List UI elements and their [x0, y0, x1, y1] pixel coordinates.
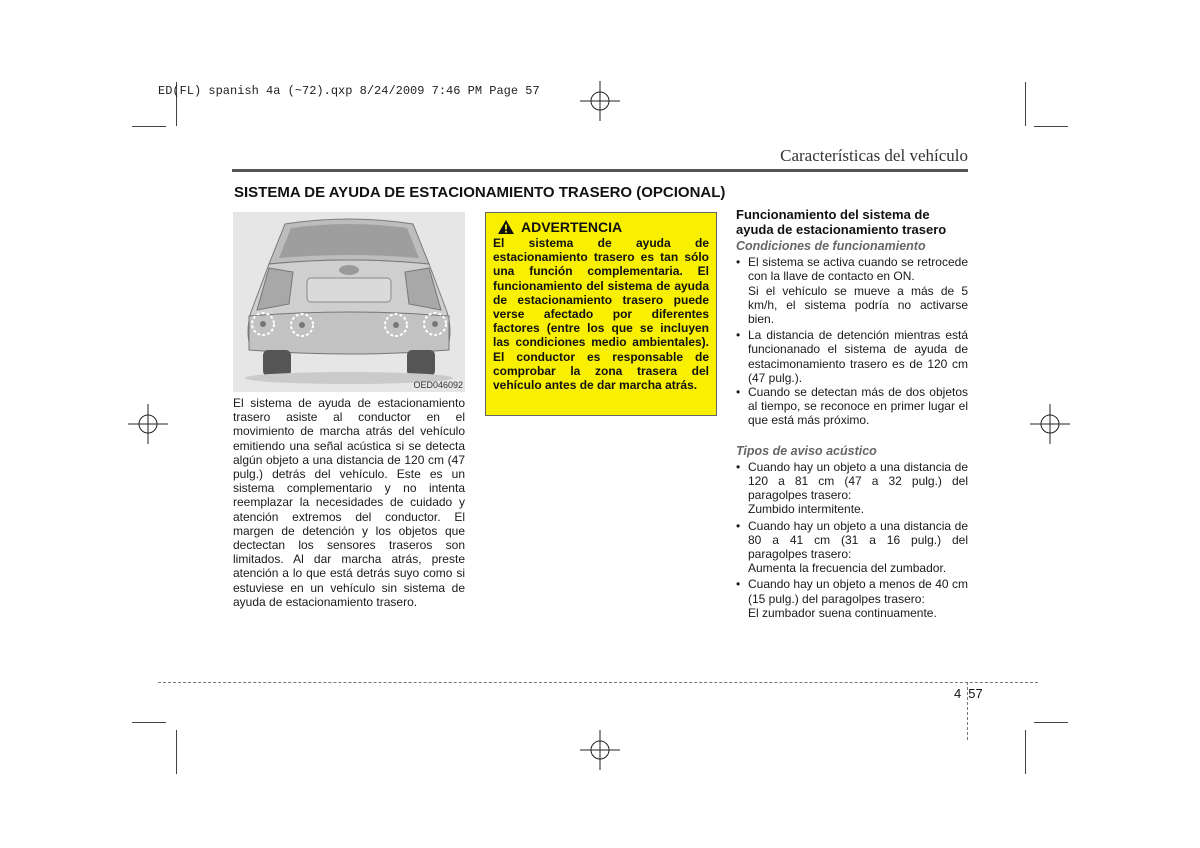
warning-types-list [736, 460, 968, 503]
list-item: • El sistema se activa cuando se retrocede con la llave de contacto en ON. [736, 255, 968, 283]
car-rear-illustration [233, 212, 465, 392]
intro-paragraph: El sistema de ayuda de estacionamiento trasero asiste al conductor en el movimiento de marcha atrás del vehículo emitiendo una señal acústica si se detecta algún objeto a una distancia de 120 cm (47 pulg.) detrás del vehículo. Este es un sistema complementario y no intenta reemplazar la necesidades de cuidado y atención extremos del conductor. El margen de detención y los objetos que dectectan los sensores traseros son limitados. Al dar marcha atrás, preste atención a lo que está detrás suyo como si estuviese en un vehículo sin sistema de ayuda de estacionamiento trasero. [233, 396, 465, 609]
crop-mark [132, 126, 166, 127]
section-title: SISTEMA DE AYUDA DE ESTACIONAMIENTO TRASERO (OPCIONAL) [234, 184, 726, 201]
list-item: • Cuando se detectan más de dos objetos al tiempo, se reconoce en primer lugar el que está más próximo. [736, 385, 968, 428]
print-slug: ED(FL) spanish 4a (~72).qxp 8/24/2009 7:46 PM Page 57 [158, 84, 540, 98]
page-number [954, 686, 983, 701]
operation-column [736, 207, 968, 620]
list-item-continuation: El zumbador suena continuamente. [748, 605, 937, 620]
registration-mark-icon [128, 404, 168, 444]
warning-types-list [736, 577, 968, 605]
warning-types-list [736, 519, 968, 562]
list-item: • La distancia de detención mientras está funcionanado el sistema de ayuda de estacimonamiento trasero es de 120 cm (47 pulg.). [736, 328, 968, 385]
warning-text: El sistema de ayuda de estacionamiento trasero es tan sólo una función complementaria. El funcionamiento del sistema de ayuda de estacionamiento trasero puede verse afectado por diferentes factores (entre los que se incluyen las condiciones medio ambientales). El conductor es responsable de comprobar la zona trasera del vehículo antes de dar marcha atrás. [493, 236, 709, 393]
conditions-list [736, 255, 968, 283]
warning-header [497, 219, 709, 235]
chapter-number: 4 [954, 686, 962, 701]
warning-triangle-icon [497, 219, 515, 235]
operation-title: Funcionamiento del sistema de ayuda de estacionamiento trasero [736, 207, 947, 237]
footer-dotted-rule [158, 682, 1038, 683]
header-rule [232, 169, 968, 172]
list-item-continuation: Zumbido intermitente. [748, 502, 865, 517]
crop-mark [176, 730, 177, 774]
list-item: • Cuando hay un objeto a menos de 40 cm (15 pulg.) del paragolpes trasero: [736, 577, 968, 605]
list-item: • Cuando hay un objeto a una distancia de 120 a 81 cm (47 a 32 pulg.) del paragolpes trasero: [736, 460, 968, 503]
page-number-value: 57 [968, 686, 983, 701]
list-item-continuation: Si el vehículo se mueve a más de 5 km/h, el sistema podría no activarse bien. [748, 283, 968, 327]
crop-mark [1025, 730, 1026, 774]
registration-mark-icon [1030, 404, 1070, 444]
warning-types-heading: Tipos de aviso acústico [736, 443, 877, 458]
registration-mark-icon [580, 730, 620, 770]
crop-mark [1025, 82, 1026, 126]
conditions-list [736, 328, 968, 427]
warning-heading: ADVERTENCIA [521, 219, 623, 235]
warning-box [485, 212, 717, 416]
registration-mark-icon [580, 81, 620, 121]
conditions-heading: Condiciones de funcionamiento [736, 239, 926, 253]
crop-mark [1034, 126, 1068, 127]
figure-code: OED046092 [413, 380, 463, 390]
crop-mark [1034, 722, 1068, 723]
crop-mark [132, 722, 166, 723]
list-item: • Cuando hay un objeto a una distancia de 80 a 41 cm (31 a 16 pulg.) del paragolpes trasero: [736, 519, 968, 562]
running-header: Características del vehículo [780, 146, 968, 165]
rear-car-figure [233, 212, 465, 392]
list-item-continuation: Aumenta la frecuencia del zumbador. [748, 561, 947, 576]
